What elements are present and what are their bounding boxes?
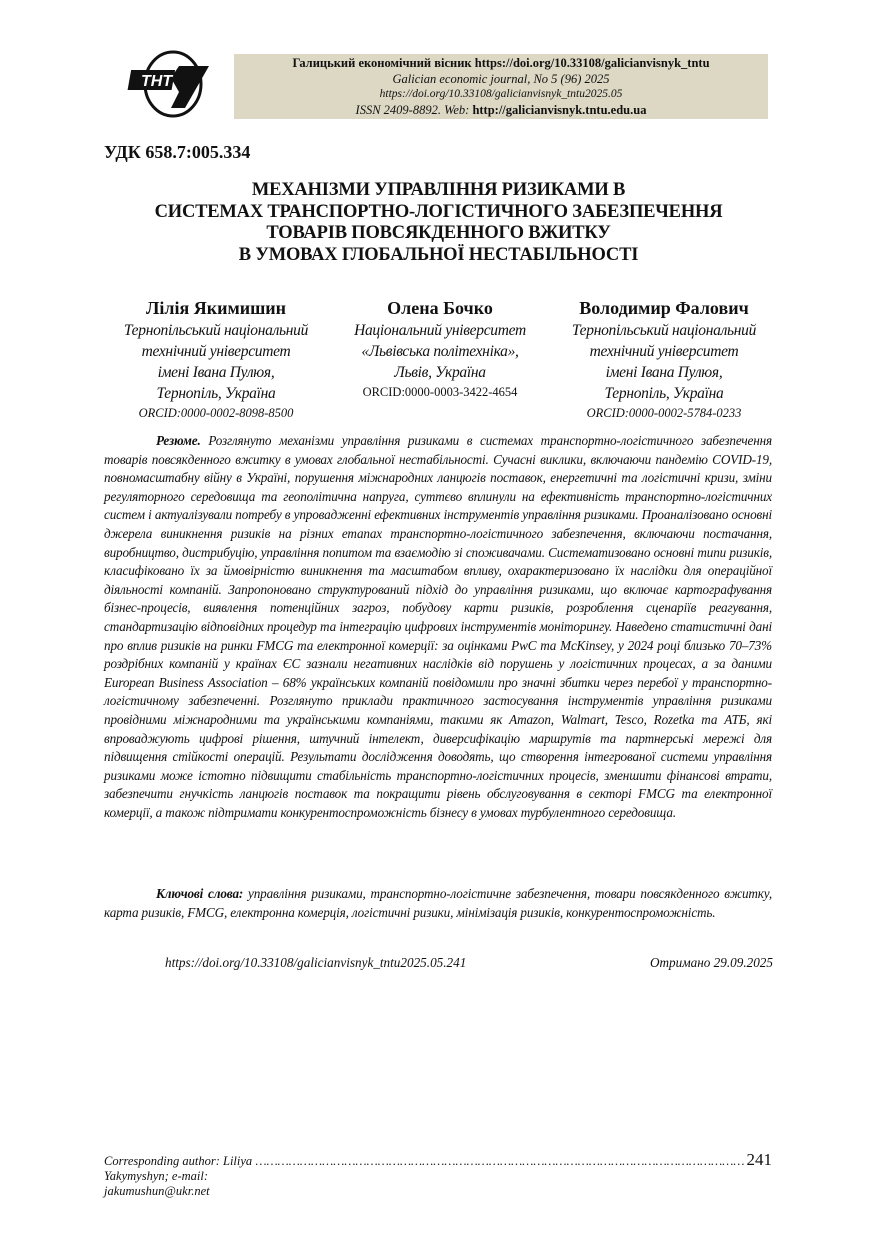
- affiliation-line: технічний університет: [589, 343, 739, 360]
- journal-web-link[interactable]: http://galicianvisnyk.tntu.edu.ua: [472, 102, 647, 117]
- abstract-text: Розглянуто механізми управління ризиками в системах транспортно-логістичного забезпечення товарів повсякденного вжитку в умовах глобальної нестабільності. Сучасні виклики, включаючи пандемію COVID-19, повномасштабну війну в Україні, порушення міжнародних ланцюгів поставок, енергетичні та логістичні кризи, зміни регуляторного середовища та геополітична напруга, суттєво вплинули на ефективність транспортно-логістичних систем і актуалізували потребу в упровадженні ефективних інструментів управління ризиками. Проаналізовано основні джерела виникнення ризиків на різних етапах транспортно-логістичного забезпечення, включаючи постачання, виробництво, дистрибуцію, управління попитом та взаємодію зі споживачами. Систематизовано основні типи ризиків, класифіковано їх за ймовірністю виникнення та масштабом впливу, охарактеризовано їх наслідки для операційної діяльності компаній. Запропоновано структурований підхід до управління ризиками, що включає картографування бізнес-процесів, виявлення потенційних загроз, побудову карти ризиків, розроблення сценаріїв реагування, стандартизацію відповідних процедур та інтеграцію цифрових інструментів моніторингу. Наведено статистичні дані про вплив ризиків на ринки FMCG та електронної комерції: за оцінками PwC та McKinsey, у 2024 році близько 70–73% роздрібних компаній у країнах ЄС зазнали негативних наслідків від порушень у логістичних процесах, а за даними European Business Association – 68% українських компаній повідомили про значні збитки через перебої у транспортно-логістичному забезпеченні. Розглянуто приклади практичного застосування інструментів управління ризиками провідними міжнародними та українськими компаніями, такими як Amazon, Walmart, Tesco, Rozetka та АТБ, які впроваджують цифрові рішення, штучний інтелект, диверсифікацію маршрутів та партнерські мережі для підвищення стійкості операцій. Результати дослідження доводять, що створення інтегрованої системи управління ризиками може істотно підвищити стабільність транспортно-логістичних процесів, зменшити фінансові втрати, забезпечити гнучкість ланцюгів поставок та покращити рівень обслуговування в секторі FMCG та електронної комерції, а також підтримати конкурентоспроможність бізнесу в умовах турбулентного середовища.: [104, 433, 772, 820]
- abstract-label: Резюме.: [156, 433, 201, 448]
- affiliation-line: імені Івана Пулюя,: [157, 364, 275, 381]
- journal-header: [234, 54, 768, 119]
- title-line: В УМОВАХ ГЛОБАЛЬНОЇ НЕСТАБІЛЬНОСТІ: [238, 244, 639, 265]
- keywords-label: Ключові слова:: [156, 886, 244, 901]
- article-title: [80, 180, 797, 266]
- journal-title-ua: Галицький економічний вісник https://doi.org/10.33108/galicianvisnyk_tntu: [292, 56, 710, 70]
- orcid: ORCID:0000-0002-8098-8500: [138, 406, 294, 420]
- affiliation-line: імені Івана Пулюя,: [605, 364, 723, 381]
- affiliation-line: Тернопільський національний: [571, 322, 757, 339]
- title-line: СИСТЕМАХ ТРАНСПОРТНО-ЛОГІСТИЧНОГО ЗАБЕЗПЕЧЕННЯ: [154, 201, 723, 222]
- issn: ISSN 2409-8892. Web:: [355, 102, 470, 117]
- issue-doi: https://doi.org/10.33108/galicianvisnyk_tntu2025.05: [379, 88, 623, 100]
- abstract: [104, 432, 772, 822]
- svg-text:ТНТ: ТНТ: [141, 73, 173, 90]
- article-doi[interactable]: https://doi.org/10.33108/galicianvisnyk_tntu2025.05.241: [165, 955, 467, 970]
- author-name: Олена Бочко: [387, 298, 493, 318]
- affiliation-line: «Львівська політехніка»,: [361, 343, 519, 360]
- page-number: 241: [746, 1150, 772, 1169]
- affiliation-line: технічний університет: [141, 343, 291, 360]
- affiliation-line: Тернопільський національний: [123, 322, 309, 339]
- keywords: [104, 885, 772, 922]
- affiliation-line: Львів, Україна: [394, 364, 486, 381]
- title-line: ТОВАРІВ ПОВСЯКДЕННОГО ВЖИТКУ: [266, 223, 611, 243]
- keywords-text: управління ризиками, транспортно-логістичне забезпечення, товари повсякденного вжитку, карта ризиків, FMCG, електронна комерція, логістичні ризики, мінімізація ризиків, конкурентоспроможність.: [104, 886, 772, 920]
- udk-code: УДК 658.7:005.334: [104, 142, 251, 162]
- dot-leader: ……………………………………………………………………………………………………………………: [255, 1154, 745, 1168]
- authors: [104, 296, 776, 422]
- journal-title-en: Galician economic journal, No 5 (96) 2025: [392, 71, 610, 86]
- affiliation-line: Тернопіль, Україна: [156, 385, 276, 402]
- tntu-logo: [133, 48, 209, 118]
- author-name: Лілія Якимишин: [145, 298, 287, 318]
- received-date: Отримано 29.09.2025: [649, 955, 773, 970]
- author: [552, 296, 776, 422]
- page-footer: [104, 1150, 772, 1199]
- affiliation-line: Національний університет: [354, 322, 526, 339]
- author: [104, 296, 328, 422]
- title-line: МЕХАНІЗМИ УПРАВЛІННЯ РИЗИКАМИ В: [251, 180, 626, 200]
- affiliation-line: Тернопіль, Україна: [604, 385, 724, 402]
- author-name: Володимир Фалович: [579, 298, 749, 318]
- orcid: ORCID:0000-0002-5784-0233: [586, 406, 742, 420]
- corresponding-author: Corresponding author: Liliya Yakymyshyn; e-mail: jakumushun@ukr.net: [104, 1154, 253, 1198]
- orcid: ORCID:0000-0003-3422-4654: [362, 385, 518, 399]
- author: [328, 296, 552, 422]
